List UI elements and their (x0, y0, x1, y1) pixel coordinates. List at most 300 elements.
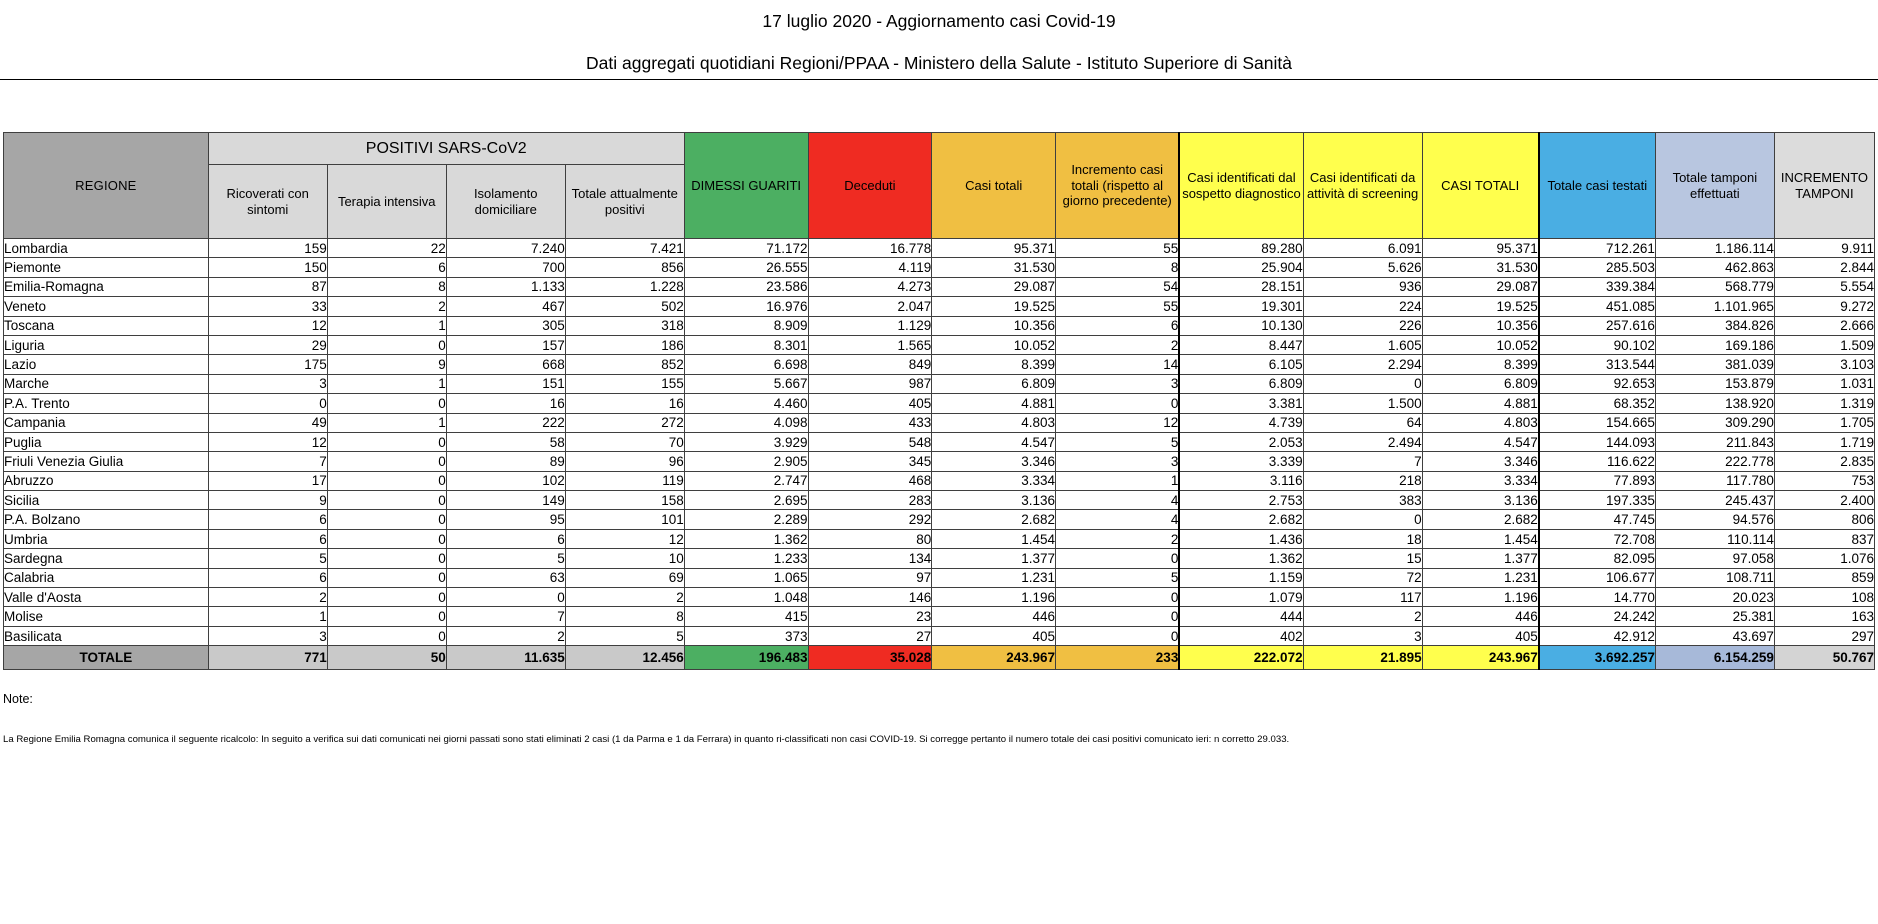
cell-5: 23 (808, 607, 932, 626)
cell-12: 138.920 (1655, 394, 1774, 413)
cell-5: 1.565 (808, 335, 932, 354)
cell-6: 1.231 (932, 568, 1056, 587)
cell-6: 405 (932, 626, 1056, 645)
cell-3: 186 (565, 335, 684, 354)
cell-11: 144.093 (1539, 432, 1656, 451)
cell-2: 7.240 (446, 239, 565, 258)
cell-6: 10.052 (932, 335, 1056, 354)
cell-4: 2.289 (684, 510, 808, 529)
cell-7: 4 (1056, 510, 1180, 529)
header-terapia-intensiva: Terapia intensiva (327, 165, 446, 239)
cell-1: 0 (327, 607, 446, 626)
cell-8: 3.381 (1179, 394, 1303, 413)
cell-5: 849 (808, 355, 932, 374)
table-row (4, 413, 1875, 432)
header-incremento-tamponi: INCREMENTO TAMPONI (1774, 133, 1874, 239)
table-row (4, 588, 1875, 607)
cell-3: 2 (565, 588, 684, 607)
cell-2: 5 (446, 549, 565, 568)
cell-0: 3 (208, 374, 327, 393)
header-totale-attualmente-positivi: Totale attualmente positivi (565, 165, 684, 239)
cell-5: 1.129 (808, 316, 932, 335)
cell-11: 106.677 (1539, 568, 1656, 587)
cell-10: 1.196 (1422, 588, 1539, 607)
cell-11: 24.242 (1539, 607, 1656, 626)
cell-9: 936 (1303, 277, 1422, 296)
cell-2: 102 (446, 471, 565, 490)
cell-6: 6.809 (932, 374, 1056, 393)
region-name: Lombardia (4, 239, 209, 258)
total-attualmente: 12.456 (565, 646, 684, 670)
cell-4: 5.667 (684, 374, 808, 393)
region-name: Puglia (4, 432, 209, 451)
cell-8: 2.053 (1179, 432, 1303, 451)
cell-0: 49 (208, 413, 327, 432)
cell-6: 1.377 (932, 549, 1056, 568)
cell-4: 2.695 (684, 491, 808, 510)
cell-8: 1.079 (1179, 588, 1303, 607)
cell-5: 345 (808, 452, 932, 471)
cell-6: 4.881 (932, 394, 1056, 413)
cell-0: 1 (208, 607, 327, 626)
header-isolamento-domiciliare: Isolamento domiciliare (446, 165, 565, 239)
cell-9: 2.494 (1303, 432, 1422, 451)
cell-10: 3.346 (1422, 452, 1539, 471)
table-row (4, 568, 1875, 587)
cell-11: 197.335 (1539, 491, 1656, 510)
cell-3: 318 (565, 316, 684, 335)
cell-11: 90.102 (1539, 335, 1656, 354)
header-casi-totali: Casi totali (932, 133, 1056, 239)
cell-8: 6.809 (1179, 374, 1303, 393)
cell-6: 31.530 (932, 258, 1056, 277)
region-name: Sardegna (4, 549, 209, 568)
table-row (4, 452, 1875, 471)
cell-4: 4.098 (684, 413, 808, 432)
total-isolamento: 11.635 (446, 646, 565, 670)
region-name: Sicilia (4, 491, 209, 510)
cell-9: 15 (1303, 549, 1422, 568)
cell-1: 1 (327, 374, 446, 393)
table-row (4, 432, 1875, 451)
header-totale-tamponi-effettuati: Totale tamponi effettuati (1655, 133, 1774, 239)
cell-7: 8 (1056, 258, 1180, 277)
cell-11: 154.665 (1539, 413, 1656, 432)
cell-12: 43.697 (1655, 626, 1774, 645)
cell-2: 58 (446, 432, 565, 451)
cell-7: 0 (1056, 394, 1180, 413)
cell-11: 47.745 (1539, 510, 1656, 529)
cell-3: 155 (565, 374, 684, 393)
cell-13: 1.076 (1774, 549, 1874, 568)
cell-11: 72.708 (1539, 529, 1656, 548)
cell-9: 2 (1303, 607, 1422, 626)
cell-12: 110.114 (1655, 529, 1774, 548)
cell-6: 1.196 (932, 588, 1056, 607)
table-row (4, 335, 1875, 354)
cell-9: 0 (1303, 510, 1422, 529)
table-row (4, 471, 1875, 490)
region-name: Valle d'Aosta (4, 588, 209, 607)
cell-1: 9 (327, 355, 446, 374)
cell-4: 1.362 (684, 529, 808, 548)
cell-5: 4.273 (808, 277, 932, 296)
cell-2: 16 (446, 394, 565, 413)
cell-13: 1.319 (1774, 394, 1874, 413)
cell-3: 856 (565, 258, 684, 277)
cell-11: 451.085 (1539, 297, 1656, 316)
cell-2: 6 (446, 529, 565, 548)
cell-5: 283 (808, 491, 932, 510)
cell-12: 309.290 (1655, 413, 1774, 432)
cell-9: 18 (1303, 529, 1422, 548)
cell-12: 211.843 (1655, 432, 1774, 451)
cell-1: 0 (327, 432, 446, 451)
cell-8: 89.280 (1179, 239, 1303, 258)
cell-4: 1.065 (684, 568, 808, 587)
total-incremento-casi: 233 (1056, 646, 1180, 670)
cell-10: 1.454 (1422, 529, 1539, 548)
notes-text: La Regione Emilia Romagna comunica il seguente ricalcolo: In seguito a verifica sui dati comunicati nei giorni passati sono stati eliminati 2 casi (1 da Parma e 1 da Ferrara) in quanto ri-classificati non casi COVID-19. Si corregge pertanto il numero totale dei casi positivi comunicato ieri: n corretto 29.033. (3, 734, 1290, 746)
cell-10: 19.525 (1422, 297, 1539, 316)
cell-8: 3.116 (1179, 471, 1303, 490)
cell-1: 1 (327, 413, 446, 432)
cell-12: 153.879 (1655, 374, 1774, 393)
cell-2: 95 (446, 510, 565, 529)
cell-5: 80 (808, 529, 932, 548)
cell-10: 405 (1422, 626, 1539, 645)
table-row (4, 394, 1875, 413)
cell-5: 2.047 (808, 297, 932, 316)
cell-12: 169.186 (1655, 335, 1774, 354)
total-incremento-tamponi: 50.767 (1774, 646, 1874, 670)
cell-13: 163 (1774, 607, 1874, 626)
cell-6: 19.525 (932, 297, 1056, 316)
cell-7: 0 (1056, 588, 1180, 607)
cell-6: 4.547 (932, 432, 1056, 451)
cell-10: 1.231 (1422, 568, 1539, 587)
cell-9: 1.500 (1303, 394, 1422, 413)
cell-4: 1.233 (684, 549, 808, 568)
cell-0: 17 (208, 471, 327, 490)
cell-6: 3.136 (932, 491, 1056, 510)
region-name: Umbria (4, 529, 209, 548)
cell-12: 25.381 (1655, 607, 1774, 626)
cell-9: 224 (1303, 297, 1422, 316)
cell-7: 55 (1056, 239, 1180, 258)
table-row (4, 316, 1875, 335)
cell-11: 257.616 (1539, 316, 1656, 335)
cell-3: 7.421 (565, 239, 684, 258)
cell-6: 8.399 (932, 355, 1056, 374)
cell-3: 8 (565, 607, 684, 626)
cell-11: 285.503 (1539, 258, 1656, 277)
cell-7: 12 (1056, 413, 1180, 432)
cell-1: 0 (327, 471, 446, 490)
cell-1: 0 (327, 626, 446, 645)
cell-11: 77.893 (1539, 471, 1656, 490)
cell-5: 987 (808, 374, 932, 393)
table-container (0, 80, 1878, 670)
cell-13: 9.272 (1774, 297, 1874, 316)
cell-10: 1.377 (1422, 549, 1539, 568)
cell-2: 700 (446, 258, 565, 277)
cell-3: 852 (565, 355, 684, 374)
cell-7: 4 (1056, 491, 1180, 510)
cell-9: 117 (1303, 588, 1422, 607)
header-totale-casi-testati: Totale casi testati (1539, 133, 1656, 239)
cell-2: 1.133 (446, 277, 565, 296)
cell-5: 27 (808, 626, 932, 645)
cell-0: 12 (208, 316, 327, 335)
cell-10: 29.087 (1422, 277, 1539, 296)
covid-data-table (3, 132, 1875, 670)
cell-10: 3.334 (1422, 471, 1539, 490)
cell-3: 101 (565, 510, 684, 529)
total-sospetto: 222.072 (1179, 646, 1303, 670)
total-terapia: 50 (327, 646, 446, 670)
cell-2: 305 (446, 316, 565, 335)
cell-5: 146 (808, 588, 932, 607)
header-casi-screening: Casi identificati da attività di screening (1303, 133, 1422, 239)
cell-3: 70 (565, 432, 684, 451)
cell-10: 4.881 (1422, 394, 1539, 413)
cell-8: 1.436 (1179, 529, 1303, 548)
cell-4: 16.976 (684, 297, 808, 316)
cell-3: 96 (565, 452, 684, 471)
cell-11: 82.095 (1539, 549, 1656, 568)
cell-12: 462.863 (1655, 258, 1774, 277)
region-name: Veneto (4, 297, 209, 316)
table-row (4, 549, 1875, 568)
cell-8: 2.753 (1179, 491, 1303, 510)
cell-4: 1.048 (684, 588, 808, 607)
cell-11: 313.544 (1539, 355, 1656, 374)
cell-7: 3 (1056, 452, 1180, 471)
cell-2: 63 (446, 568, 565, 587)
cell-5: 548 (808, 432, 932, 451)
cell-10: 10.356 (1422, 316, 1539, 335)
total-casi-testati: 3.692.257 (1539, 646, 1656, 670)
cell-0: 5 (208, 549, 327, 568)
cell-2: 668 (446, 355, 565, 374)
cell-13: 1.031 (1774, 374, 1874, 393)
cell-9: 72 (1303, 568, 1422, 587)
cell-5: 292 (808, 510, 932, 529)
cell-9: 3 (1303, 626, 1422, 645)
cell-9: 383 (1303, 491, 1422, 510)
cell-3: 1.228 (565, 277, 684, 296)
cell-13: 2.844 (1774, 258, 1874, 277)
cell-4: 6.698 (684, 355, 808, 374)
cell-6: 2.682 (932, 510, 1056, 529)
cell-8: 1.362 (1179, 549, 1303, 568)
table-row (4, 258, 1875, 277)
cell-12: 245.437 (1655, 491, 1774, 510)
cell-12: 222.778 (1655, 452, 1774, 471)
cell-9: 2.294 (1303, 355, 1422, 374)
cell-10: 8.399 (1422, 355, 1539, 374)
cell-0: 3 (208, 626, 327, 645)
page-subtitle: Dati aggregati quotidiani Regioni/PPAA - Ministero della Salute - Istituto Superiore di Sanità (586, 53, 1292, 73)
header-ricoverati-con-sintomi: Ricoverati con sintomi (208, 165, 327, 239)
cell-4: 8.301 (684, 335, 808, 354)
cell-1: 0 (327, 529, 446, 548)
cell-9: 64 (1303, 413, 1422, 432)
cell-11: 116.622 (1539, 452, 1656, 471)
header-dimessi-guariti: DIMESSI GUARITI (684, 133, 808, 239)
cell-0: 6 (208, 568, 327, 587)
region-name: Basilicata (4, 626, 209, 645)
cell-13: 1.719 (1774, 432, 1874, 451)
table-row (4, 355, 1875, 374)
region-name: P.A. Trento (4, 394, 209, 413)
region-name: Abruzzo (4, 471, 209, 490)
cell-13: 2.835 (1774, 452, 1874, 471)
region-name: Liguria (4, 335, 209, 354)
cell-9: 5.626 (1303, 258, 1422, 277)
cell-3: 119 (565, 471, 684, 490)
cell-5: 433 (808, 413, 932, 432)
cell-7: 0 (1056, 607, 1180, 626)
cell-0: 6 (208, 510, 327, 529)
cell-12: 1.186.114 (1655, 239, 1774, 258)
header-region: REGIONE (4, 133, 209, 239)
cell-1: 8 (327, 277, 446, 296)
cell-5: 97 (808, 568, 932, 587)
region-name: Friuli Venezia Giulia (4, 452, 209, 471)
cell-9: 218 (1303, 471, 1422, 490)
cell-13: 1.705 (1774, 413, 1874, 432)
cell-0: 29 (208, 335, 327, 354)
cell-13: 108 (1774, 588, 1874, 607)
cell-6: 1.454 (932, 529, 1056, 548)
cell-6: 3.334 (932, 471, 1056, 490)
cell-5: 405 (808, 394, 932, 413)
cell-1: 0 (327, 452, 446, 471)
total-screening: 21.895 (1303, 646, 1422, 670)
cell-13: 1.509 (1774, 335, 1874, 354)
header-casi-sospetto-diagnostico: Casi identificati dal sospetto diagnostico (1179, 133, 1303, 239)
header-group-positivi: POSITIVI SARS-CoV2 (208, 133, 684, 165)
cell-0: 159 (208, 239, 327, 258)
cell-12: 117.780 (1655, 471, 1774, 490)
cell-8: 6.105 (1179, 355, 1303, 374)
cell-4: 26.555 (684, 258, 808, 277)
table-row (4, 529, 1875, 548)
cell-2: 0 (446, 588, 565, 607)
region-name: Marche (4, 374, 209, 393)
region-name: Emilia-Romagna (4, 277, 209, 296)
cell-7: 54 (1056, 277, 1180, 296)
cell-1: 0 (327, 394, 446, 413)
cell-8: 3.339 (1179, 452, 1303, 471)
cell-8: 444 (1179, 607, 1303, 626)
region-name: Toscana (4, 316, 209, 335)
table-row (4, 239, 1875, 258)
cell-4: 373 (684, 626, 808, 645)
header-casi-totali-upper: CASI TOTALI (1422, 133, 1539, 239)
cell-8: 4.739 (1179, 413, 1303, 432)
cell-5: 468 (808, 471, 932, 490)
region-name: Lazio (4, 355, 209, 374)
cell-4: 415 (684, 607, 808, 626)
cell-8: 19.301 (1179, 297, 1303, 316)
table-row (4, 297, 1875, 316)
cell-0: 2 (208, 588, 327, 607)
header-incremento-casi-totali: Incremento casi totali (rispetto al giorno precedente) (1056, 133, 1180, 239)
cell-3: 69 (565, 568, 684, 587)
cell-0: 175 (208, 355, 327, 374)
cell-11: 68.352 (1539, 394, 1656, 413)
cell-9: 1.605 (1303, 335, 1422, 354)
table-row (4, 607, 1875, 626)
cell-2: 157 (446, 335, 565, 354)
table-row (4, 626, 1875, 645)
table-body (4, 239, 1875, 646)
cell-6: 446 (932, 607, 1056, 626)
cell-3: 10 (565, 549, 684, 568)
cell-2: 151 (446, 374, 565, 393)
total-tamponi: 6.154.259 (1655, 646, 1774, 670)
cell-13: 9.911 (1774, 239, 1874, 258)
table-row (4, 491, 1875, 510)
cell-7: 55 (1056, 297, 1180, 316)
header-row-groups (4, 133, 1875, 165)
cell-8: 2.682 (1179, 510, 1303, 529)
total-deceduti: 35.028 (808, 646, 932, 670)
total-ricoverati: 771 (208, 646, 327, 670)
cell-3: 16 (565, 394, 684, 413)
table-foot (4, 646, 1875, 670)
cell-9: 0 (1303, 374, 1422, 393)
total-guariti: 196.483 (684, 646, 808, 670)
cell-10: 4.547 (1422, 432, 1539, 451)
cell-13: 859 (1774, 568, 1874, 587)
cell-0: 150 (208, 258, 327, 277)
cell-10: 6.809 (1422, 374, 1539, 393)
cell-4: 23.586 (684, 277, 808, 296)
cell-4: 4.460 (684, 394, 808, 413)
cell-13: 3.103 (1774, 355, 1874, 374)
cell-1: 0 (327, 510, 446, 529)
cell-1: 22 (327, 239, 446, 258)
notes-label: Note: (3, 692, 33, 707)
cell-7: 1 (1056, 471, 1180, 490)
cell-0: 0 (208, 394, 327, 413)
cell-6: 29.087 (932, 277, 1056, 296)
cell-8: 25.904 (1179, 258, 1303, 277)
cell-12: 108.711 (1655, 568, 1774, 587)
cell-11: 42.912 (1539, 626, 1656, 645)
cell-1: 0 (327, 491, 446, 510)
cell-6: 95.371 (932, 239, 1056, 258)
cell-13: 837 (1774, 529, 1874, 548)
cell-8: 402 (1179, 626, 1303, 645)
cell-7: 5 (1056, 568, 1180, 587)
cell-12: 94.576 (1655, 510, 1774, 529)
cell-13: 297 (1774, 626, 1874, 645)
cell-4: 8.909 (684, 316, 808, 335)
title-block (0, 0, 1878, 80)
cell-2: 467 (446, 297, 565, 316)
region-name: P.A. Bolzano (4, 510, 209, 529)
cell-8: 1.159 (1179, 568, 1303, 587)
cell-11: 92.653 (1539, 374, 1656, 393)
cell-11: 339.384 (1539, 277, 1656, 296)
cell-7: 2 (1056, 529, 1180, 548)
page-title: 17 luglio 2020 - Aggiornamento casi Covid-19 (762, 11, 1116, 31)
